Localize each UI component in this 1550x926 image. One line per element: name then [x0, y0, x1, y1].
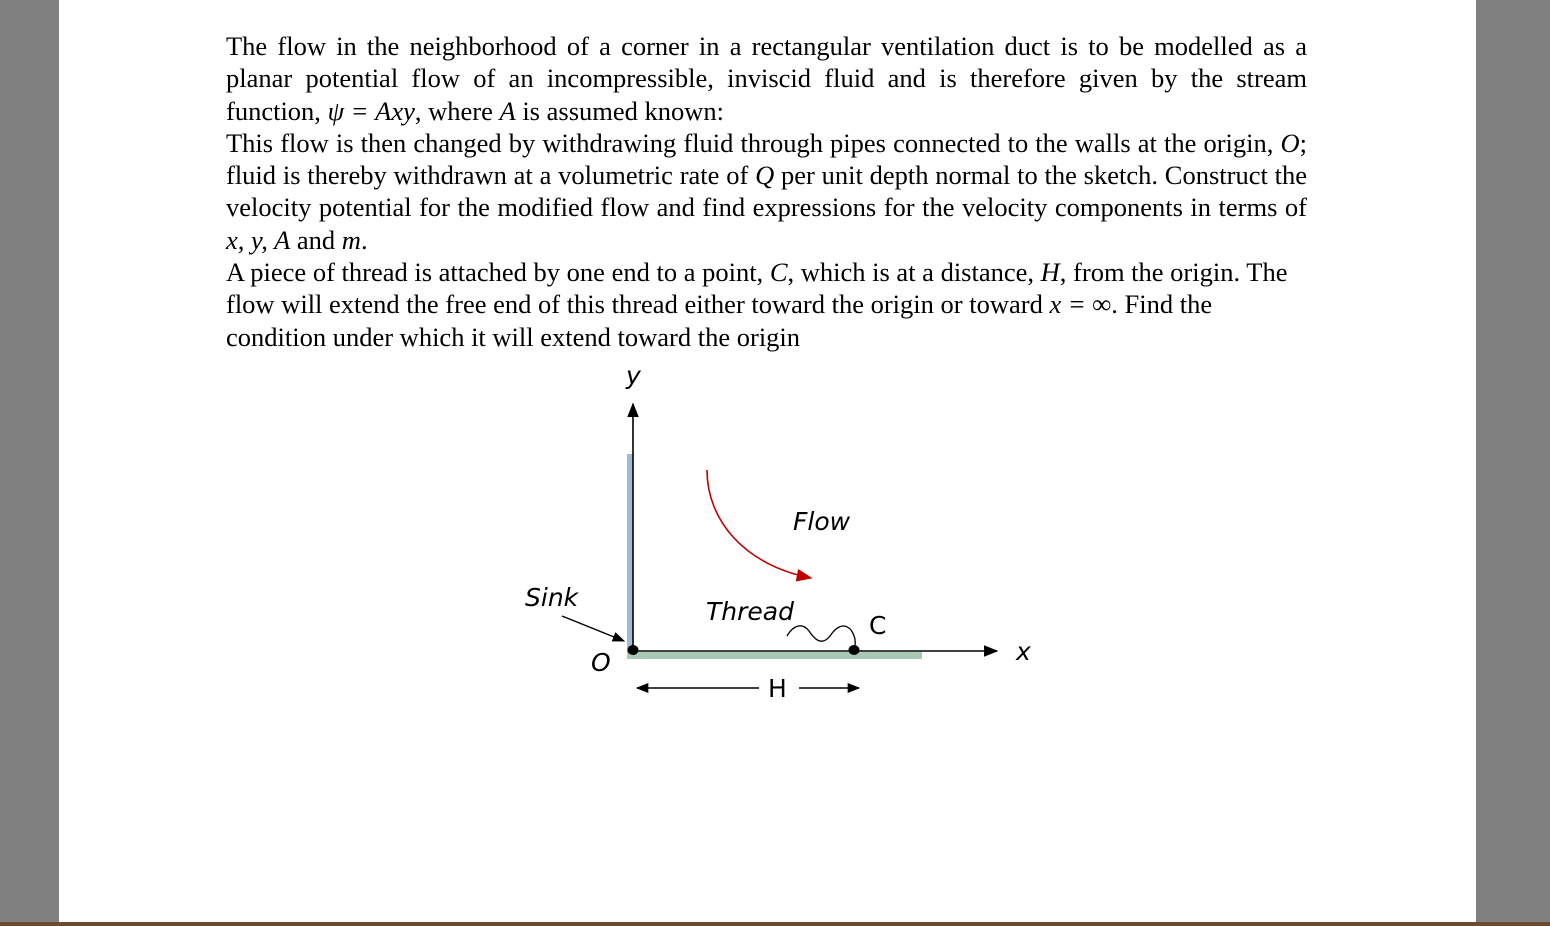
math-x-infinity: x = ∞ [1049, 289, 1112, 320]
math-var-c: C [769, 257, 788, 288]
corner-flow-diagram [59, 0, 1476, 922]
math-var-m: m [341, 224, 361, 255]
math-var-h: H [1040, 257, 1060, 288]
x-axis-label: x [1016, 637, 1031, 666]
point-c [849, 645, 860, 655]
math-var-a: A [499, 95, 516, 126]
text-run: is assumed known: [515, 95, 724, 126]
vertical-wall [627, 454, 633, 658]
math-var-o: O [1280, 127, 1300, 158]
horizontal-wall [627, 652, 922, 659]
origin-point [628, 645, 639, 655]
distance-label: H [768, 674, 787, 703]
math-vars: x, y, A [226, 224, 291, 255]
sink-arrow [562, 616, 624, 641]
thread-label: Thread [706, 597, 794, 626]
text-run: , from the origin. The flow will extend the free end of this thread either toward the origin or toward [226, 257, 1288, 320]
point-c-label: C [869, 611, 887, 640]
text-run: A piece of thread is attached by one end to a point, [226, 257, 770, 288]
text-run: per unit depth normal to the sketch. Construct the velocity potential for the modified flow and find expressions for the velocity components in terms of [226, 160, 1307, 223]
text-run: , where [414, 95, 500, 126]
flow-label: Flow [793, 507, 851, 536]
text-run: This flow is then changed by withdrawing fluid through pipes connected to the walls at the origin, [226, 127, 1281, 158]
text-run: The flow in the neighborhood of a corner in a rectangular ventilation duct is to be modelled as a planar potential flow of an incompressible, inviscid fluid and is therefore given by the stream function, [226, 31, 1307, 126]
thread-squiggle [787, 626, 855, 650]
text-run: . Find the condition under which it will extend toward the origin [226, 289, 1213, 352]
text-run: , which is at a distance, [787, 257, 1041, 288]
document-page [59, 0, 1476, 922]
math-var-q: Q [755, 160, 775, 191]
text-run: and [290, 224, 342, 255]
window-bottom-bar [0, 922, 1550, 926]
sink-label: Sink [525, 583, 579, 612]
text-run: . [360, 224, 368, 255]
origin-label: O [591, 648, 611, 677]
math-stream-function: ψ = Axy [327, 95, 415, 126]
text-run: ; fluid is thereby withdrawn at a volumetric rate of [226, 127, 1307, 191]
y-axis-label: y [626, 361, 641, 390]
